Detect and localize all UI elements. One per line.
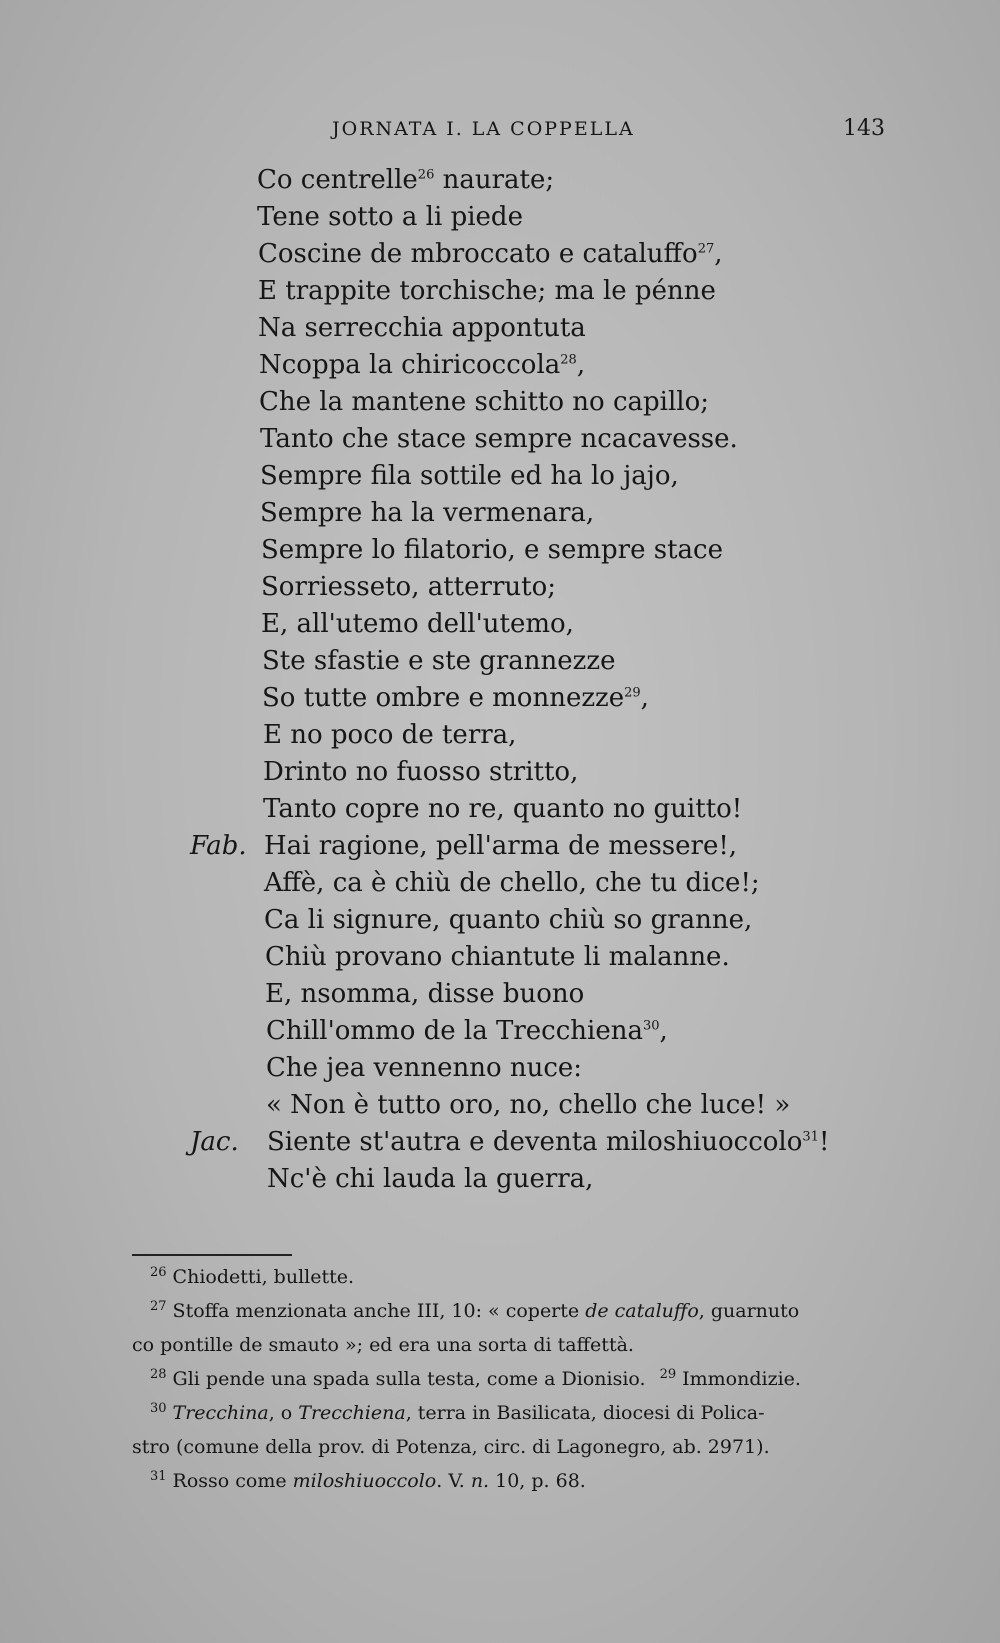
verse-block [0,165,1000,1201]
verse-text [258,239,723,269]
verse-line [0,572,1000,609]
verse-line [0,794,1000,831]
verse-text [264,831,737,861]
footnote-italic: miloshiuoccolo [292,1470,437,1492]
verse-line [0,424,1000,461]
footnote-28-29 [0,1368,1000,1402]
footnotes [0,1266,1000,1504]
verse-line [0,1090,1000,1127]
verse-text [260,498,594,528]
page-number: 143 [843,116,885,141]
verse-text [258,276,716,306]
speaker-label: Fab. [190,831,247,861]
verse-text [262,646,615,676]
verse-line [0,239,1000,276]
footnote-text: Gli pende una spada sulla testa, come a Dionisio. [172,1368,646,1390]
verse-text [266,1090,790,1120]
footnote-text: , guarnuto [698,1300,800,1322]
footnote-27 [0,1300,1000,1334]
footnote-30 [0,1402,1000,1436]
verse-text [266,1016,668,1046]
verse-line-text: Chill'ommo de la Trecchiena [266,1016,643,1046]
verse-line-punct: , [640,683,649,713]
footnote-italic: n. [470,1470,490,1492]
verse-text [267,1127,829,1157]
footnote-text: 10, p. 68. [489,1470,586,1492]
verse-line [0,461,1000,498]
verse-line-punct: , [576,350,586,380]
verse-line-punct: , [714,239,723,269]
footnote-31 [0,1470,1000,1504]
verse-line [0,905,1000,942]
verse-text [262,683,649,713]
verse-line-text: E, nsomma, disse buono [265,979,585,1009]
footnote-text: stro (comune della prov. di Potenza, circ. di Lagonegro, ab. 2971). [132,1436,770,1458]
verse-line [0,535,1000,572]
verse-line-text: Chiù provano chiantute li malanne. [265,942,730,972]
verse-line-text: Ste sfastie e ste grannezze [262,646,616,676]
verse-line-text: Na serrecchia appontuta [258,313,586,343]
verse-line-text: Che la mantene schitto no capillo; [259,387,710,417]
footnote-30-cont [0,1436,1000,1470]
verse-text [259,350,585,380]
running-head: JORNATA I. LA COPPELLA [332,118,635,140]
verse-text [263,720,516,750]
verse-line [0,165,1000,202]
verse-text [265,979,584,1009]
footnote-italic: Trecchiena [298,1402,406,1424]
footnote-text: . V. [436,1470,471,1492]
verse-line-text: Tanto che stace sempre ncacavesse. [260,424,738,454]
verse-line-text: Che jea vennenno nuce: [266,1053,583,1083]
verse-line-text: Sempre fila sottile ed ha lo jajo, [260,461,679,491]
verse-text [257,165,554,195]
footnote-number: 29 [659,1366,677,1382]
footnote-26 [0,1266,1000,1300]
verse-line-text: E no poco de terra, [263,720,517,750]
verse-line-text: Sorriesseto, atterruto; [261,572,556,602]
footnote-number: 28 [150,1366,167,1382]
footnote-italic: Trecchina [172,1402,269,1424]
footnote-number: 31 [150,1468,167,1484]
footnote-text: , o [268,1402,299,1424]
footnote-ref: 30 [642,1018,660,1034]
verse-line [0,1053,1000,1090]
footnote-text: Stoffa menzionata anche III, 10: « coperte [172,1300,586,1322]
verse-line [0,979,1000,1016]
speaker-label: Jac. [190,1127,239,1157]
verse-line-text: Tanto copre no re, quanto no guitto! [263,794,743,824]
verse-line [0,276,1000,313]
verse-line-text: Sempre ha la vermenara, [260,498,595,528]
verse-line [0,757,1000,794]
verse-line [0,720,1000,757]
verse-line [0,831,1000,868]
verse-line-text: Siente st'autra e deventa miloshiuoccolo [267,1127,803,1157]
verse-text [263,794,742,824]
verse-line [0,313,1000,350]
verse-line [0,202,1000,239]
verse-line [0,683,1000,720]
footnote-27-cont [0,1334,1000,1368]
verse-line-text: So tutte ombre e monnezze [262,683,625,713]
page-header [0,118,1000,152]
verse-line-text: Ca li signure, quanto chiù so granne, [264,905,753,935]
footnote-rule [132,1254,292,1256]
verse-line [0,1016,1000,1053]
footnote-number: 30 [150,1400,167,1416]
verse-line-text: Tene sotto a li piede [257,202,523,232]
verse-text [263,757,578,787]
verse-line-text: Affè, ca è chiù de chello, che tu dice!; [264,868,760,898]
verse-line-text: E, all'utemo dell'utemo, [261,609,574,639]
verse-line [0,498,1000,535]
verse-text [261,572,556,602]
verse-text [261,609,574,639]
verse-line-text: Coscine de mbroccato e cataluffo [258,239,698,269]
footnote-ref: 28 [560,352,577,368]
verse-line-text: Nc'è chi lauda la guerra, [267,1164,594,1194]
verse-line-text: Hai ragione, pell'arma de messere!, [264,831,738,861]
verse-text [259,387,709,417]
verse-line-punct: naurate; [434,165,555,195]
verse-text [261,535,723,565]
verse-line-punct: , [659,1016,668,1046]
footnote-text: , terra in Basilicata, diocesi di Polica- [405,1402,765,1424]
verse-line-text: Ncoppa la chiricoccola [259,350,561,380]
verse-line-punct: ! [818,1127,830,1157]
footnote-text: Rosso come [172,1470,293,1492]
verse-line-text: Sempre lo filatorio, e sempre stace [261,535,723,565]
footnote-italic: de cataluffo [585,1300,699,1322]
footnote-number: 26 [150,1264,167,1280]
verse-line-text: Drinto no fuosso stritto, [263,757,579,787]
verse-text [257,202,523,232]
verse-text [267,1164,593,1194]
footnote-ref: 27 [697,241,715,257]
verse-line [0,350,1000,387]
verse-text [260,424,738,454]
verse-line-text: E trappite torchische; ma le pénne [258,276,716,306]
verse-line [0,942,1000,979]
footnote-ref: 31 [802,1129,819,1145]
verse-text [265,942,730,972]
footnote-text: co pontille de smauto »; ed era una sorta di taffettà. [132,1334,634,1356]
footnote-text: Immondizie. [682,1368,801,1390]
verse-text [260,461,679,491]
verse-line-text: « Non è tutto oro, no, chello che luce! » [266,1090,791,1120]
verse-line [0,868,1000,905]
verse-line-text: Co centrelle [257,165,418,195]
footnote-ref: 29 [624,685,641,701]
verse-text [258,313,586,343]
footnote-ref: 26 [417,167,435,183]
verse-line [0,387,1000,424]
footnote-text: Chiodetti, bullette. [172,1266,355,1288]
verse-line [0,609,1000,646]
verse-line [0,646,1000,683]
verse-line [0,1127,1000,1164]
verse-text [266,1053,582,1083]
verse-text [264,905,752,935]
verse-line [0,1164,1000,1201]
footnote-number: 27 [150,1298,167,1314]
verse-text [264,868,760,898]
